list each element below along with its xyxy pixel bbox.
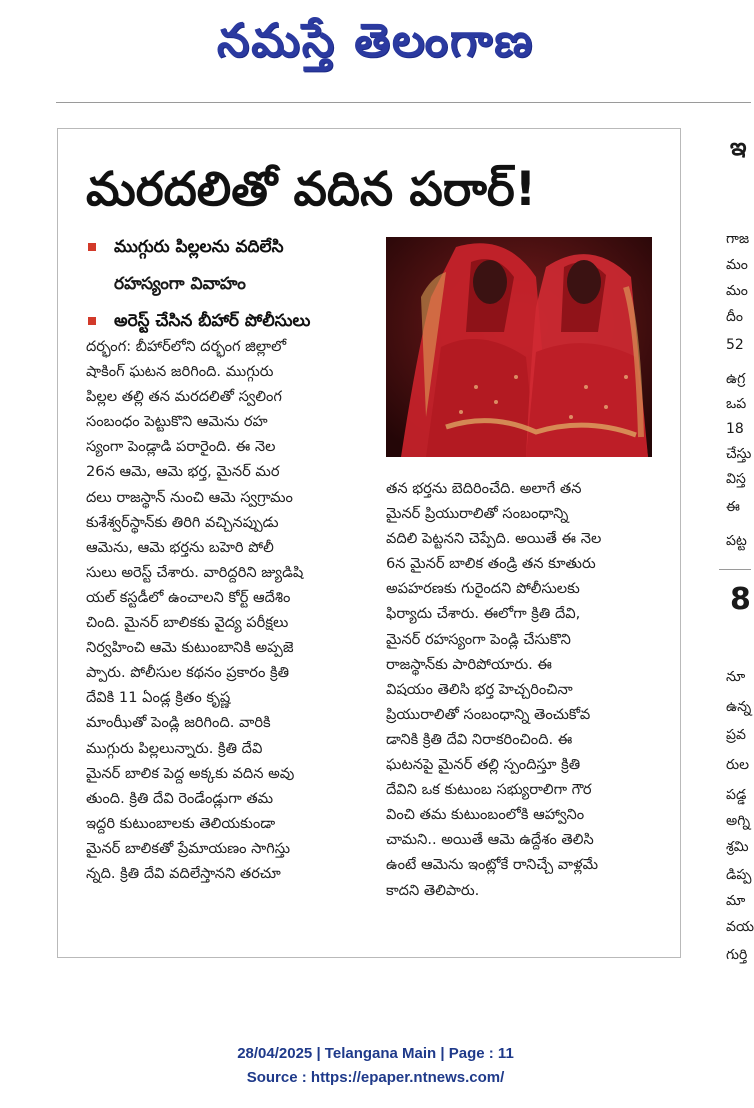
body-line: వించి తమ కుటుంబంలోకి ఆహ్వానిం	[386, 806, 585, 824]
body-line: ముగ్గురు పిల్లలున్నారు. క్రితి దేవి	[86, 739, 263, 757]
adjacent-article-text: ఒప	[726, 396, 747, 412]
bullet-text-continued: రహస్యంగా వివాహం	[114, 274, 246, 294]
body-line: ఫిర్యాదు చేశారు. ఈలోగా క్రితి దేవి,	[386, 605, 581, 623]
body-line: మాంఝీతో పెండ్లి జరిగింది. వారికి	[86, 714, 271, 732]
adjacent-article-text: అగ్ని	[726, 813, 751, 829]
body-line: చామని.. అయితే ఆమె ఉద్దేశం తెలిసి	[386, 831, 594, 849]
footer-date-edition-page: 28/04/2025 | Telangana Main | Page : 11	[237, 1045, 514, 1062]
adjacent-article-text: మా	[726, 893, 746, 909]
adjacent-article-text: వయ	[726, 919, 754, 935]
bullet-item	[84, 229, 384, 266]
body-line: తుంది. క్రితి దేవి రెండేండ్లుగా తమ	[86, 789, 274, 807]
body-line: దర్భంగ: బీహార్‌లోని దర్భంగ జిల్లాలో	[86, 338, 287, 355]
article-body-right-column	[386, 476, 658, 903]
article-photo	[386, 237, 652, 457]
body-line: కాదని తెలిపారు.	[386, 881, 480, 899]
adjacent-article-text: గాజ	[726, 231, 750, 247]
page-footer	[0, 1042, 751, 1090]
body-line: మైనర్ బాలిక పెద్ద అక్కకు వదిన అవు	[86, 764, 295, 782]
body-line: 26న ఆమె, ఆమె భర్త, మైనర్ మర	[86, 463, 280, 481]
article-headline: మరదలితో వదిన పరార్!	[86, 162, 537, 217]
adjacent-article-text: రుల	[726, 757, 750, 773]
header-divider	[56, 102, 751, 103]
adjacent-article-divider	[719, 569, 751, 570]
body-line: ఘటనపై మైనర్ తల్లి స్పందిస్తూ క్రితి	[386, 756, 581, 774]
body-line: మైనర్ బాలికతో ప్రేమాయణం సాగిస్తు	[86, 839, 291, 857]
body-line: విషయం తెలిసి భర్త హెచ్చరించినా	[386, 680, 573, 698]
news-article	[57, 128, 681, 958]
body-line: సంబంధం పెట్టుకొని ఆమెను రహ	[86, 413, 268, 431]
adjacent-article-text: మం	[726, 257, 748, 273]
adjacent-article-text: ఉన్న	[726, 699, 752, 715]
body-line: డానికి క్రితి దేవి నిరాకరించింది. ఈ	[386, 730, 573, 748]
masthead	[0, 0, 751, 100]
adjacent-article-text: మం	[726, 283, 748, 299]
red-square-bullet-icon	[88, 243, 96, 251]
adjacent-article-text: విస్త	[726, 471, 746, 487]
body-line: ఇద్దరి కుటుంబాలకు తెలియకుండా	[86, 814, 276, 832]
adjacent-article-text: ప్రవ	[726, 727, 746, 743]
adjacent-article-text: నూ	[726, 669, 746, 685]
body-line: స్యంగా పెండ్లాడి పరారైంది. ఈ నెల	[86, 438, 276, 456]
body-line: ఆమెను, ఆమె భర్తను బహెరి పోలీ	[86, 538, 274, 556]
body-line: వదిలి పెట్టనని చెప్పేది. అయితే ఈ నెల	[386, 530, 602, 548]
body-line: సులు అరెస్ట్ చేశారు. వారిద్దరిని జ్యుడిషి	[86, 563, 304, 581]
adjacent-article-text: పట్ట	[726, 533, 747, 549]
body-line: చింది. మైనర్ బాలికకు వైద్య పరీక్షలు	[86, 614, 289, 632]
article-body-left-column	[86, 334, 361, 886]
footer-source-link[interactable]: Source : https://epaper.ntnews.com/	[246, 1069, 505, 1086]
body-line: మైనర్ ప్రియురాలితో సంబంధాన్ని	[386, 505, 569, 523]
subheadline-bullets	[84, 229, 384, 340]
adjacent-article-text: 18	[726, 421, 744, 437]
adjacent-article-text: ఈ	[726, 499, 740, 515]
body-line: పిల్లల తల్లి తన మరదలితో స్వలింగ	[86, 388, 282, 406]
adjacent-article-heading: ఇ	[730, 133, 747, 161]
body-line: యల్ కస్టడీలో ఉంచాలని కోర్ట్ ఆదేశిం	[86, 588, 291, 606]
body-line: రాజస్థాన్‌కు పారిపోయారు. ఈ	[386, 655, 552, 673]
body-line: మైనర్ రహస్యంగా పెండ్లి చేసుకొని	[386, 630, 571, 648]
bullet-text: అరెస్ట్ చేసిన బీహార్ పోలీసులు	[114, 311, 311, 331]
adjacent-article-text: ఉగ్ర	[726, 371, 746, 387]
body-line: షాకింగ్ ఘటన జరిగింది. ముగ్గురు	[86, 363, 274, 381]
adjacent-article-number: 8	[730, 582, 751, 617]
adjacent-article-text: గుర్తి	[726, 947, 748, 963]
body-line: దేవిని ఒక కుటుంబ సభ్యురాలిగా గౌర	[386, 781, 592, 799]
body-line: అపహరణకు గురైందని పోలీసులకు	[386, 580, 580, 598]
body-line: న్నది. క్రితి దేవి వదిలేస్తానని తరచూ	[86, 864, 281, 882]
body-line: ప్పారు. పోలీసుల కథనం ప్రకారం క్రితి	[86, 664, 290, 682]
body-line: నిర్వహించి ఆమె కుటుంబానికి అప్పజె	[86, 639, 294, 657]
brides-photo-illustration	[386, 237, 652, 457]
adjacent-article-text: పడ్డ	[726, 787, 747, 803]
adjacent-article-text: డిప్ప	[726, 867, 752, 883]
body-line: ప్రియురాలితో సంబంధాన్ని తెంచుకోవ	[386, 705, 591, 723]
newspaper-logo: నమస్తే తెలంగాణ	[216, 13, 535, 67]
body-line: ఉంటే ఆమెను ఇంట్లోకే రానిచ్చే వాళ్లమే	[386, 856, 599, 874]
body-line: తన భర్తను బెదిరించేది. అలాగే తన	[386, 480, 582, 497]
body-line: దేవికి 11 ఏండ్ల క్రితం కృష్ణ	[86, 689, 231, 707]
red-square-bullet-icon	[88, 317, 96, 325]
body-line: దలు రాజస్థాన్ నుంచి ఆమె స్వగ్రామం	[86, 488, 293, 506]
bullet-text: ముగ్గురు పిల్లలను వదిలేసి	[114, 237, 284, 257]
body-line: 6న మైనర్ బాలిక తండ్రి తన కూతురు	[386, 555, 596, 573]
adjacent-article-text: శ్రమి	[726, 839, 749, 855]
adjacent-article-text: చేస్తు	[726, 446, 752, 462]
adjacent-article-text: 52	[726, 337, 744, 353]
body-line: కుశేశ్వర్‌స్థాన్‌కు తిరిగి వచ్చినప్పుడు	[86, 513, 279, 531]
adjacent-article-text: దీం	[726, 309, 743, 325]
